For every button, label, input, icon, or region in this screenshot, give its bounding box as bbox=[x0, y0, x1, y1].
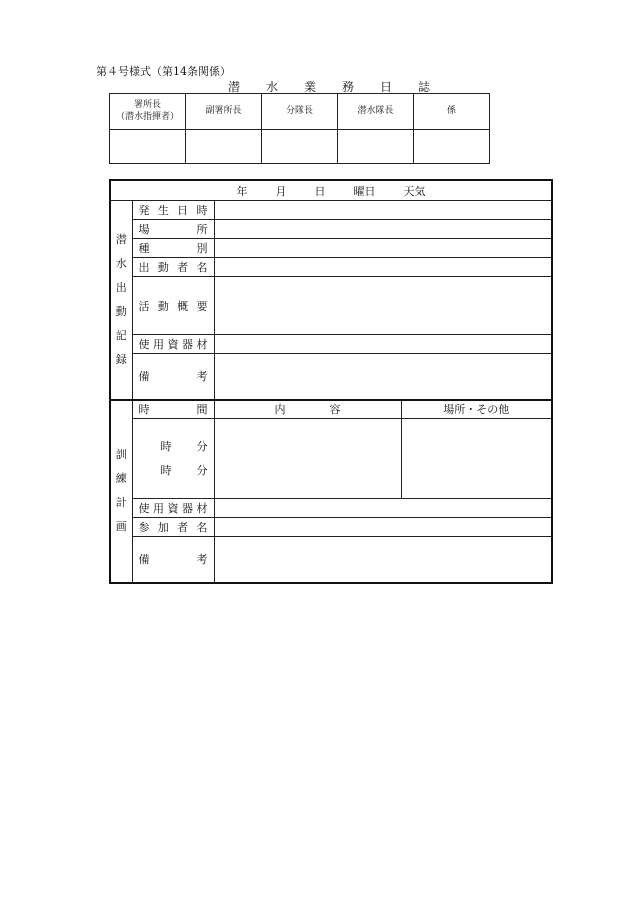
time-header: 時 間 bbox=[132, 400, 214, 419]
approval-stamp-cell[interactable] bbox=[186, 130, 262, 164]
form-number-label: 第４号様式（第14条関係） bbox=[96, 65, 231, 78]
date-weather-row[interactable] bbox=[110, 180, 552, 201]
training-equipment-label: 使 用 資 器 材 bbox=[132, 499, 214, 518]
title-char: 務 bbox=[341, 80, 354, 94]
approval-header-chief: 署所長 （潜水指揮者） bbox=[110, 94, 186, 130]
approval-header-platoon-leader: 分隊長 bbox=[262, 94, 338, 130]
approval-header-staff: 係 bbox=[414, 94, 490, 130]
equipment-used-label: 使 用 資 器 材 bbox=[132, 335, 214, 354]
training-plan-label: 訓 練 計 画 bbox=[110, 400, 132, 583]
title-char: 日 bbox=[379, 80, 392, 94]
approval-stamp-cell[interactable] bbox=[338, 130, 414, 164]
place-other-header: 場所・その他 bbox=[401, 400, 552, 419]
dispatched-personnel-field[interactable] bbox=[214, 258, 552, 277]
occurrence-datetime-label: 発 生 日 時 bbox=[132, 201, 214, 220]
activity-summary-field[interactable] bbox=[214, 277, 552, 335]
approval-stamp-cell[interactable] bbox=[414, 130, 490, 164]
equipment-used-field[interactable] bbox=[214, 335, 552, 354]
approval-stamp-table bbox=[109, 93, 490, 164]
day-label: 日 bbox=[314, 184, 326, 198]
approval-stamp-cell[interactable] bbox=[110, 130, 186, 164]
category-label: 種 別 bbox=[132, 239, 214, 258]
training-content-field[interactable] bbox=[214, 419, 401, 499]
dive-dispatch-record-label: 潜 水 出 動 記 録 bbox=[110, 201, 132, 400]
title-char: 水 bbox=[265, 80, 278, 94]
remarks-field[interactable] bbox=[214, 354, 552, 400]
participants-field[interactable] bbox=[214, 518, 552, 537]
dispatched-personnel-label: 出 動 者 名 bbox=[132, 258, 214, 277]
training-remarks-label: 備 考 bbox=[132, 537, 214, 583]
participants-label: 参 加 者 名 bbox=[132, 518, 214, 537]
approval-header-dive-captain: 潜水隊長 bbox=[338, 94, 414, 130]
month-label: 月 bbox=[275, 184, 287, 198]
year-label: 年 bbox=[236, 184, 248, 198]
remarks-label: 備 考 bbox=[132, 354, 214, 400]
location-label: 場 所 bbox=[132, 220, 214, 239]
title-char: 誌 bbox=[417, 80, 430, 94]
training-equipment-field[interactable] bbox=[214, 499, 552, 518]
weather-label: 天気 bbox=[403, 184, 426, 198]
occurrence-datetime-field[interactable] bbox=[214, 201, 552, 220]
title-char: 潜 bbox=[227, 80, 240, 94]
category-field[interactable] bbox=[214, 239, 552, 258]
training-place-field[interactable] bbox=[401, 419, 552, 499]
approval-header-deputy-chief: 副署所長 bbox=[186, 94, 262, 130]
training-remarks-field[interactable] bbox=[214, 537, 552, 583]
content-header: 内 容 bbox=[214, 400, 401, 419]
activity-summary-label: 活 動 概 要 bbox=[132, 277, 214, 335]
training-time-field[interactable]: 時 分 時 分 bbox=[132, 419, 214, 499]
weekday-label: 曜日 bbox=[353, 184, 376, 198]
title-char: 業 bbox=[303, 80, 316, 94]
approval-stamp-cell[interactable] bbox=[262, 130, 338, 164]
location-field[interactable] bbox=[214, 220, 552, 239]
diving-log-table bbox=[109, 179, 553, 584]
